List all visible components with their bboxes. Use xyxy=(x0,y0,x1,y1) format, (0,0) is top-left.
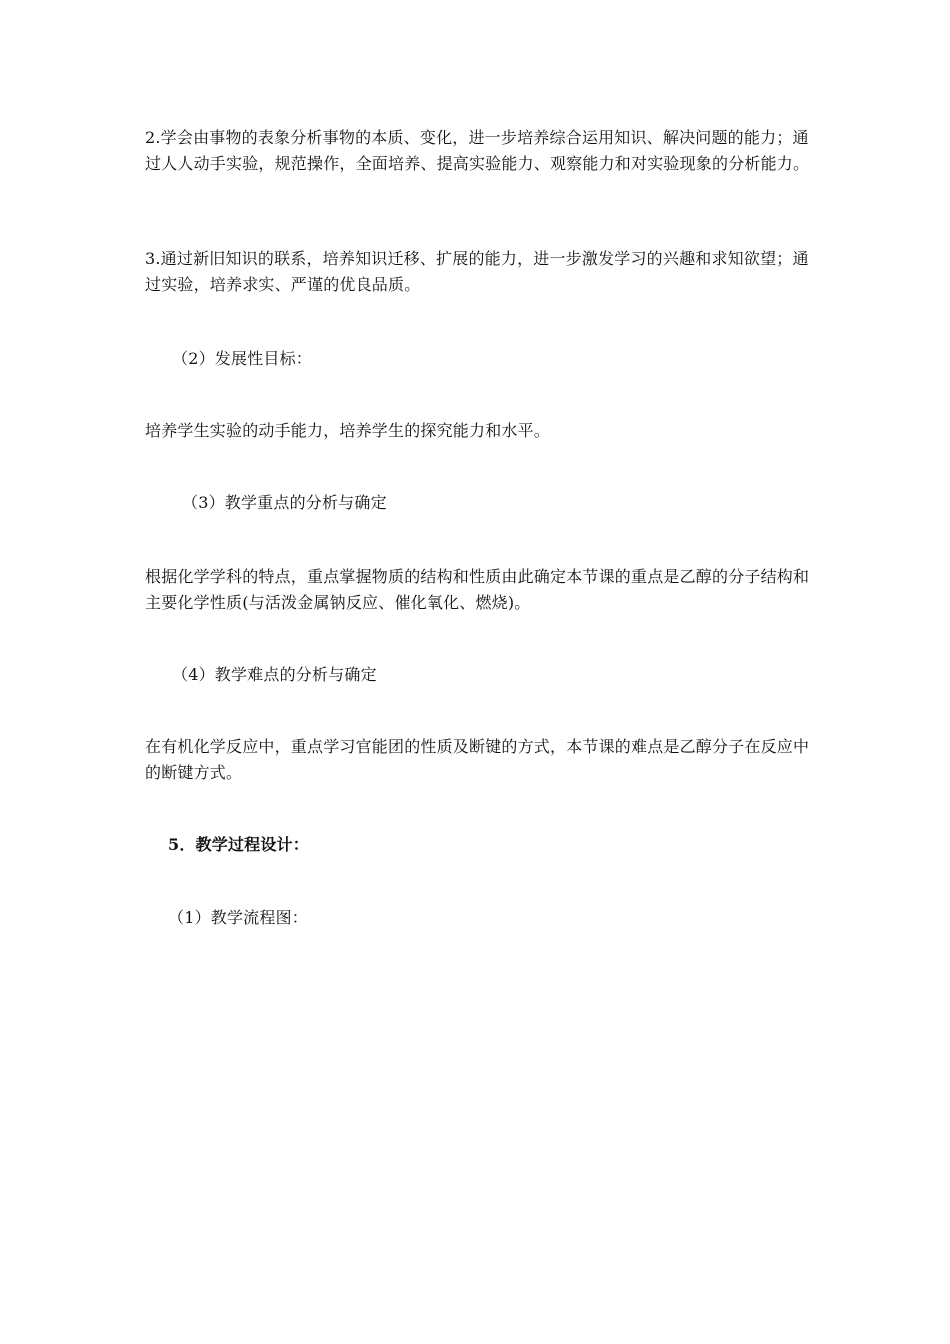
paragraph-objective-2: 2.学会由事物的表象分析事物的本质、变化，进一步培养综合运用知识、解决问题的能力；通过人人动手实验，规范操作，全面培养、提高实验能力、观察能力和对实验现象的分析能力。 xyxy=(145,128,810,173)
heading-difficult-points: （4）教学难点的分析与确定 xyxy=(172,665,377,684)
paragraph-key-points: 根据化学学科的特点，重点掌握物质的结构和性质由此确定本节课的重点是乙醇的分子结构和主要化学性质(与活泼金属钠反应、催化氧化、燃烧)。 xyxy=(145,567,810,612)
paragraph-objective-3: 3.通过新旧知识的联系，培养知识迁移、扩展的能力，进一步激发学习的兴趣和求知欲望；通过实验，培养求实、严谨的优良品质。 xyxy=(145,249,809,294)
heading-key-points: （3）教学重点的分析与确定 xyxy=(182,493,387,512)
heading-teaching-process: 5．教学过程设计： xyxy=(168,835,309,854)
heading-developmental-goals: （2）发展性目标： xyxy=(172,349,312,368)
heading-flowchart: （1）教学流程图： xyxy=(168,908,308,927)
paragraph-difficult-points: 在有机化学反应中，重点学习官能团的性质及断键的方式，本节课的难点是乙醇分子在反应中的断键方式。 xyxy=(145,737,810,782)
paragraph-developmental-goals: 培养学生实验的动手能力，培养学生的探究能力和水平。 xyxy=(145,421,551,440)
